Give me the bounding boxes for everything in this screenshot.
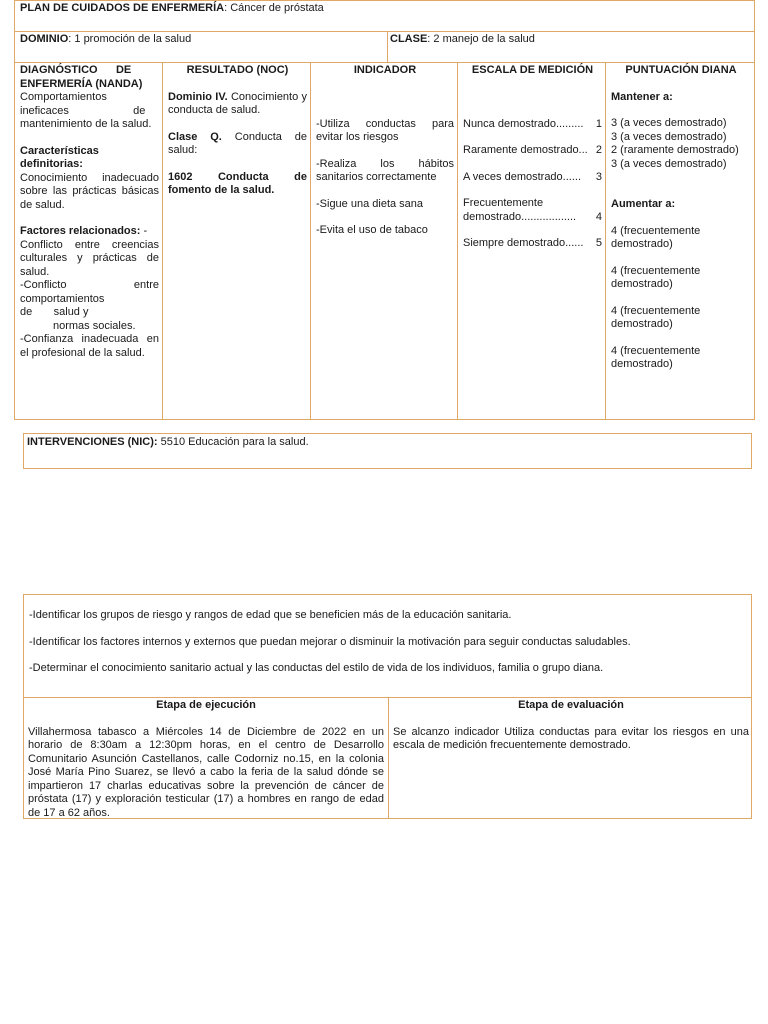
factores-dash: - [140,225,148,237]
intervenciones-value: 5510 Educación para la salud. [157,436,309,448]
mantener-label: Mantener a: [611,90,673,103]
actividad-item-3: -Determinar el conocimiento sanitario actual y las conductas del estilo de vida de los individuos, familia o grupo diana. [29,662,604,674]
escala-item-4-text-2: demostrado.................. [463,210,577,223]
puntuacion-column [608,64,754,372]
caracteristicas-text: Conocimiento inadecuado sobre las prácticas básicas de salud. [20,171,159,211]
dominio-cell [17,33,383,47]
aumentar-item-2: 4 (frecuentemente demostrado) [611,264,701,290]
escala-item-5 [463,237,602,251]
ejecucion-title: Etapa de ejecución [156,699,256,711]
aumentar-item-3: 4 (frecuentemente demostrado) [611,304,701,330]
indicador-item-4: -Evita el uso de tabaco [316,224,428,236]
clase-label: CLASE [390,33,428,45]
mantener-item-4: 3 (a veces demostrado) [611,157,727,170]
escala-column [460,64,605,251]
escala-item-5-text: Siempre demostrado...... [463,237,584,249]
actividad-item-1: -Identificar los grupos de riesgo y rangos de edad que se beneficien más de la educación sanitaria. [29,609,512,621]
escala-item-3-text: A veces demostrado...... [463,170,582,183]
mantener-item-1: 3 (a veces demostrado) [611,117,727,129]
indicador-column [313,64,457,238]
indicador-item-3: -Sigue una dieta sana [316,197,424,210]
diagnostico-header-2: ENFERMERÍA (NANDA) [20,77,143,90]
evaluacion-text: Se alcanzo indicador Utiliza conductas para evitar los riesgos en una escala de medición frecuentemente demostrado. [393,725,749,751]
factores-text-1: Conflicto entre creencias culturales y prácticas de salud. [20,238,159,278]
puntuacion-header: PUNTUACIÓN DIANA [625,64,737,76]
escala-item-1-num: 1 [595,117,602,130]
resultado-dominio-value: Conocimiento y conducta de salud. [168,90,307,116]
escala-item-5-num: 5 [595,237,602,249]
escala-item-1 [463,118,602,132]
factores-text-5: -Confianza inadecuada en el profesional de la salud. [20,333,159,359]
aumentar-item-1: 4 (frecuentemente demostrado) [611,224,701,250]
caracteristicas-title-1: Características [20,144,99,157]
escala-item-4-text-1: Frecuentemente [463,197,544,209]
intervenciones-box [23,433,752,469]
plan-title-value: : Cáncer de próstata [224,2,324,14]
ejecucion-text: Villahermosa tabasco a Miércoles 14 de Diciembre de 2022 en un horario de 8:30am a 12:30pm horas, en el centro de Desarrollo Comunitario Asunción Castellanos, calle Codorniz no.15, en la colonia José María Pino Suarez, se llevó a cabo la feria de la salud dónde se impartieron 17 charlas educativas sobre la prevención de cáncer de próstata (17) y exploración testicular (17) a hombres en rango de edad de 17 a 62 años. [28,725,384,819]
escala-item-2 [463,144,602,158]
diagnostico-header-1: DIAGNÓSTICO DE [20,64,132,76]
resultado-clase-label: Clase Q. [168,130,222,143]
indicador-item-1: -Utiliza conductas para evitar los riesgos [316,117,454,143]
plan-title [17,2,747,16]
dominio-label: DOMINIO [20,33,69,45]
escala-item-3 [463,171,602,185]
ejecucion-cell [25,699,387,820]
escala-item-2-text: Raramente demostrado... [463,144,588,156]
evaluacion-cell [390,699,752,753]
escala-header: ESCALA DE MEDICIÓN [471,64,594,76]
aumentar-label: Aumentar a: [611,198,676,210]
care-plan-table [14,0,755,420]
resultado-header: RESULTADO (NOC) [186,64,289,76]
escala-item-4-num: 4 [595,210,602,223]
actividades-list [26,609,748,676]
resultado-code: 1602 Conducta de fomento de la salud. [168,170,307,196]
resultado-dominio-label: Dominio IV. [168,90,228,103]
diagnostico-l2: ineficaces de [20,104,146,117]
factores-text-4: normas sociales. [53,319,136,332]
indicador-header: INDICADOR [353,64,417,76]
aumentar-item-4: 4 (frecuentemente demostrado) [611,344,701,370]
mantener-item-2: 3 (a veces demostrado) [611,130,727,143]
actividades-table [23,594,752,819]
mantener-item-3: 2 (raramente demostrado) [611,144,739,156]
dominio-value: : 1 promoción de la salud [68,33,192,45]
escala-item-2-num: 2 [595,144,602,156]
diagnostico-l1: Comportamientos [20,91,107,103]
resultado-clase-value: Conducta de salud: [168,130,307,156]
resultado-column [165,64,310,198]
factores-text-3: de salud y [20,306,89,318]
indicador-item-2: -Realiza los hábitos sanitarios correctamente [316,157,454,183]
diagnostico-l3: mantenimiento de la salud. [20,118,152,130]
clase-value: : 2 manejo de la salud [427,33,535,45]
plan-title-label: PLAN DE CUIDADOS DE ENFERMERÍA [20,2,225,14]
evaluacion-title: Etapa de evaluación [518,699,624,711]
escala-item-4 [463,211,602,225]
diagnostico-column [17,64,162,360]
factores-title: Factores relacionados: [20,225,141,237]
escala-item-3-num: 3 [595,170,602,183]
factores-text-2: -Conflicto entre comportamientos [20,279,159,305]
escala-item-1-text: Nunca demostrado......... [463,117,584,130]
actividad-item-2: -Identificar los factores internos y externos que puedan mejorar o disminuir la motivación para seguir conductas saludables. [29,635,631,648]
intervenciones-label: INTERVENCIONES (NIC): [27,436,158,448]
caracteristicas-title-2: definitorias: [20,158,83,170]
clase-cell [387,33,753,47]
